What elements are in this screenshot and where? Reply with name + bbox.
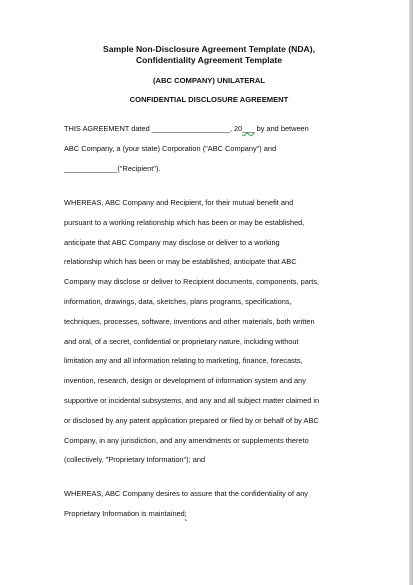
- whereas1-line: (collectively, "Proprietary Information"); and: [64, 455, 206, 465]
- whereas1-line: anticipate that ABC Company may disclose or deliver to a working: [64, 237, 280, 247]
- whereas1-line: or disclosed by any patent application prepared or filed by or behalf of by ABC: [64, 415, 319, 425]
- subtitle-confidential-disclosure: CONFIDENTIAL DISCLOSURE AGREEMENT: [129, 95, 289, 104]
- whereas1-line: invention, research, design or development of information system and any: [64, 376, 306, 386]
- document-title-line2: Confidentiality Agreement Template: [135, 55, 283, 65]
- subtitle-unilateral: (ABC COMPANY) UNILATERAL: [153, 76, 265, 85]
- whereas2-line-2a: Proprietary Information is maintained: [64, 509, 185, 519]
- whereas2-line-2: [64, 504, 354, 524]
- intro-paragraph: [64, 119, 354, 179]
- intro-line-1a: THIS AGREEMENT dated ___________________, 20: [64, 124, 243, 133]
- whereas1-line: techniques, processes, software, inventions and other materials, both written: [64, 316, 315, 326]
- document-body: [64, 44, 354, 524]
- intro-line-1: [64, 119, 354, 139]
- intro-line-1b: ___: [242, 124, 255, 133]
- whereas2-line-1: WHEREAS, ABC Company desires to assure that the confidentiality of any: [64, 489, 309, 499]
- whereas1-line: pursuant to a working relationship which has been or may be established,: [64, 217, 305, 227]
- whereas2-line-2b: ;: [184, 509, 187, 519]
- whereas-paragraph-2: [64, 484, 354, 524]
- intro-line-2: ABC Company, a (your state) Corporation ("ABC Company") and: [64, 144, 277, 153]
- document-title-line1: Sample Non-Disclosure Agreement Template (NDA),: [102, 44, 316, 54]
- whereas1-line: and oral, of a secret, confidential or proprietary nature, including without: [64, 336, 299, 346]
- page-edge: [409, 0, 413, 585]
- intro-line-3: _____________("Recipient").: [64, 164, 161, 173]
- whereas1-line: limitation any and all information relating to marketing, finance, forecasts,: [64, 356, 303, 366]
- whereas1-line: WHEREAS, ABC Company and Recipient, for their mutual benefit and: [64, 198, 294, 207]
- whereas1-line: Company, in any jurisdiction, and any amendments or supplements thereto: [64, 435, 309, 445]
- whereas1-line: information, drawings, data, sketches, plans programs, specifications,: [64, 296, 292, 306]
- whereas-paragraph-1: [64, 193, 354, 470]
- whereas1-line: Company may disclose or deliver to Recipient documents, components, parts,: [64, 277, 320, 287]
- whereas1-line: relationship which has been or may be established, anticipate that ABC: [64, 257, 297, 267]
- intro-line-1c: by and between: [256, 124, 309, 133]
- whereas1-line: supportive or incidental subsystems, and any and all subject matter claimed in: [64, 395, 320, 405]
